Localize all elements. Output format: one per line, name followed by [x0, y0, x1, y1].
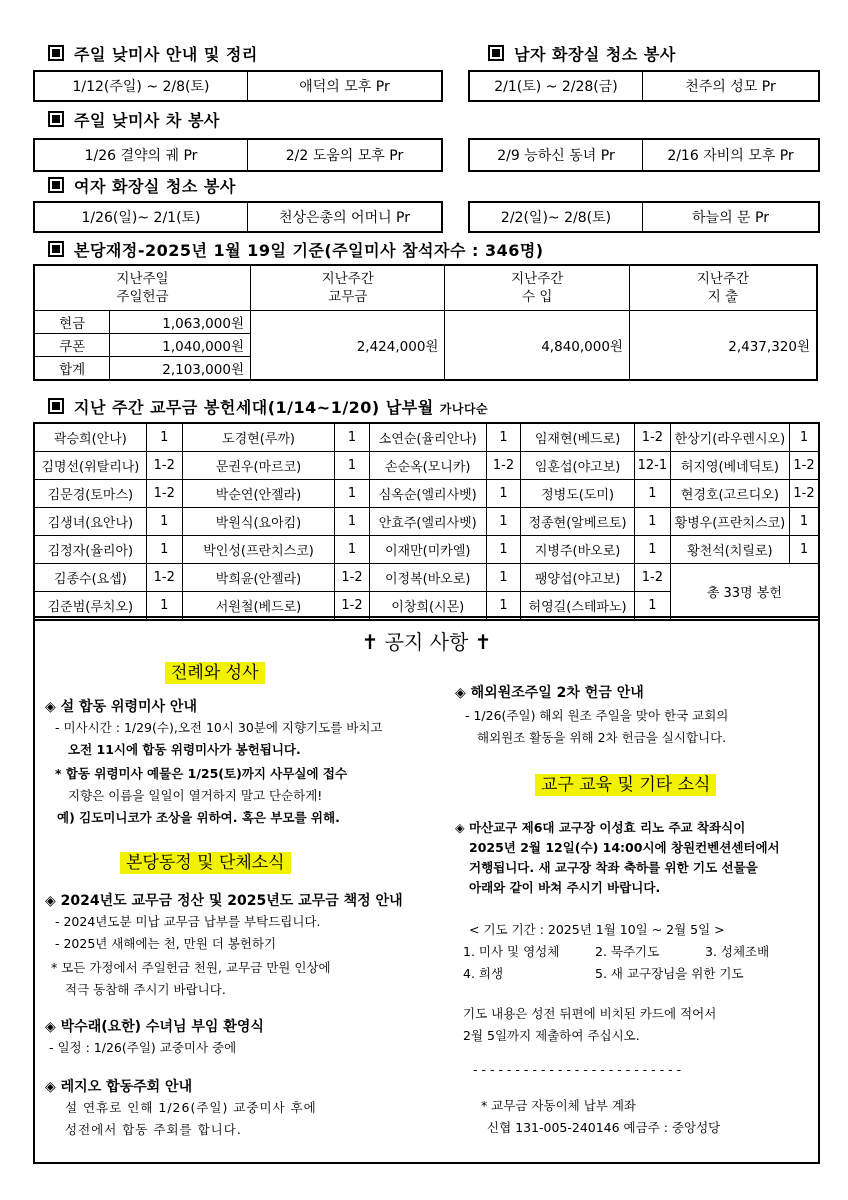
noon-mass-group: 애덕의 모후 Pr [247, 72, 441, 100]
section-title-gifts: 지난 주간 교무금 봉헌세대(1/14~1/20) 납부월 가나다순 [48, 395, 488, 418]
donor-name: 한상기(라우렌시오) [670, 423, 789, 452]
women-restroom-period: 2/2(일)~ 2/8(토) [500, 210, 612, 226]
donor-months: 1 [335, 423, 369, 452]
donor-name: 이정복(바오로) [369, 564, 486, 592]
donor-name: 김문경(토마스) [34, 480, 146, 508]
donor-name: 팽양섭(야고보) [521, 564, 635, 592]
donor-months: 1 [486, 592, 520, 621]
donor-name: 김준범(루치오) [34, 592, 146, 621]
donor-months: 1 [335, 480, 369, 508]
notice-item-title: ◈ 레지오 합동주회 안내 [45, 1079, 193, 1095]
donor-name: 소연순(율리안나) [369, 423, 486, 452]
donor-months: 1-2 [146, 564, 182, 592]
notice-category-diocese: 교구 교육 및 기타 소식 [535, 770, 716, 795]
donor-name: 허지영(베네딕토) [670, 452, 789, 480]
tea-service-item: 1/26 결약의 궤 Pr [84, 148, 198, 164]
donor-name: 정종현(알베르토) [521, 508, 635, 536]
notice-line: * 교무금 자동이체 납부 계좌 [481, 1098, 636, 1113]
donor-months: 1-2 [146, 452, 182, 480]
donor-name: 문권우(마르코) [182, 452, 335, 480]
notice-line: 2월 5일까지 제출하여 주십시오. [463, 1028, 640, 1043]
tea-service-box-1 [33, 138, 443, 172]
section-title-noon-mass: 주일 낮미사 안내 및 정리 [48, 42, 258, 65]
women-restroom-period: 1/26(일)~ 2/1(토) [81, 210, 201, 226]
prayer-item: 3. 성체조배 [705, 944, 770, 959]
donor-months: 1-2 [146, 480, 182, 508]
notice-title: ✝ 공지 사항 ✝ [361, 630, 492, 654]
tea-service-item: 2/2 도움의 모후 Pr [247, 140, 441, 170]
finance-row-value: 1,063,000원 [110, 311, 251, 334]
women-restroom-box-2 [468, 201, 820, 233]
notice-line: 성전에서 합동 주회를 합니다. [65, 1122, 242, 1137]
section-title-women-restroom: 여자 화장실 청소 봉사 [48, 174, 236, 197]
donor-months: 1-2 [635, 564, 671, 592]
donor-months: 1 [790, 536, 820, 564]
table-row [34, 423, 819, 452]
table-row [34, 452, 819, 480]
donor-name: 임재현(베드로) [521, 423, 635, 452]
notice-line: - 미사시간 : 1/29(수),오전 10시 30분에 지향기도를 바치고 [55, 720, 383, 735]
donor-name: 김종수(요셉) [34, 564, 146, 592]
notice-line: - 2025년 새해에는 천, 만원 더 봉헌하기 [55, 936, 277, 951]
tea-service-item: 2/9 능하신 동녀 Pr [497, 148, 615, 164]
donor-months: 1 [146, 423, 182, 452]
noon-mass-box [33, 70, 443, 102]
notice-line: < 기도 기간 : 2025년 1월 10일 ~ 2월 5일 > [469, 922, 725, 937]
finance-row-label: 현금 [34, 311, 110, 334]
donor-name: 황병우(프란치스코) [670, 508, 789, 536]
donor-name: 임훈섭(야고보) [521, 452, 635, 480]
donor-name: 이재만(미카엘) [369, 536, 486, 564]
prayer-item: 1. 미사 및 영성체 [463, 944, 560, 959]
donor-name: 허영길(스테파노) [521, 592, 635, 621]
donor-months: 1 [486, 480, 520, 508]
donor-months: 1-2 [335, 592, 369, 621]
finance-row-value: 2,103,000원 [110, 357, 251, 381]
notice-line: * 모든 가정에서 주일헌금 천원, 교무금 만원 인상에 [51, 960, 331, 975]
donor-months: 1 [146, 536, 182, 564]
notice-item-title: ◈ 해외원조주일 2차 헌금 안내 [455, 685, 644, 701]
donor-name: 지병주(바오로) [521, 536, 635, 564]
donor-name: 정병도(도미) [521, 480, 635, 508]
tea-service-box-2 [468, 138, 820, 172]
donor-name: 박인성(프란치스코) [182, 536, 335, 564]
finance-row-label: 합계 [34, 357, 110, 381]
donor-name: 박희윤(안젤라) [182, 564, 335, 592]
donor-months: 12-1 [635, 452, 671, 480]
notice-box [33, 616, 820, 1164]
notice-line: 거행됩니다. 새 교구장 착좌 축하를 위한 기도 선물을 [469, 860, 758, 875]
table-row [34, 564, 819, 592]
donor-name: 현경호(고르디오) [670, 480, 789, 508]
donor-months: 1 [335, 452, 369, 480]
women-restroom-group: 천상은총의 어머니 Pr [247, 203, 441, 231]
section-title-men-restroom: 남자 화장실 청소 봉사 [488, 42, 676, 65]
account-info: 신협 131-005-240146 예금주 : 중앙성당 [487, 1120, 721, 1135]
donor-months: 1 [635, 508, 671, 536]
donor-name: 서원철(베드로) [182, 592, 335, 621]
notice-line: ◈ 마산교구 제6대 교구장 이성효 리노 주교 착좌식이 [455, 820, 746, 835]
finance-header-income: 지난주간 수 입 [445, 265, 630, 311]
notice-item-title: ◈ 2024년도 교무금 정산 및 2025년도 교무금 책정 안내 [45, 893, 403, 909]
finance-table [33, 264, 818, 381]
women-restroom-group: 하늘의 문 Pr [642, 203, 818, 231]
gifts-table [33, 422, 820, 621]
finance-row-value: 1,040,000원 [110, 334, 251, 357]
donor-name: 박원식(요아킴) [182, 508, 335, 536]
men-restroom-group: 천주의 성모 Pr [642, 72, 818, 100]
donor-name: 도경현(루까) [182, 423, 335, 452]
donor-name: 김정자(율리아) [34, 536, 146, 564]
men-restroom-period: 2/1(토) ~ 2/28(금) [494, 79, 618, 95]
men-restroom-box [468, 70, 820, 102]
notice-line: 예) 김도미니코가 조상을 위하여. 혹은 부모를 위해. [57, 810, 340, 825]
donor-name: 김생녀(요안나) [34, 508, 146, 536]
donor-months: 1 [146, 508, 182, 536]
finance-income-value: 4,840,000원 [445, 311, 630, 381]
donor-name: 안효주(엘리사벳) [369, 508, 486, 536]
notice-line: - 1/26(주일) 해외 원조 주일을 맞아 한국 교회의 [465, 708, 729, 723]
table-row [34, 480, 819, 508]
donor-name: 손순옥(모니카) [369, 452, 486, 480]
notice-line: 기도 내용은 성전 뒤편에 비치된 카드에 적어서 [463, 1006, 717, 1021]
noon-mass-period: 1/12(주일) ~ 2/8(토) [72, 79, 210, 95]
donor-months: 1 [635, 480, 671, 508]
donor-name: 심옥순(엘리사벳) [369, 480, 486, 508]
notice-line: 적극 동참해 주시기 바랍니다. [65, 982, 226, 997]
donor-name: 박순연(안젤라) [182, 480, 335, 508]
finance-header-offering: 지난주일 주일헌금 [34, 265, 250, 311]
gifts-total: 총 33명 봉헌 [670, 564, 819, 621]
donor-name: 황천석(치릴로) [670, 536, 789, 564]
tea-service-item: 2/16 자비의 모후 Pr [642, 140, 818, 170]
women-restroom-box-1 [33, 201, 443, 233]
notice-category-liturgy: 전례와 성사 [165, 658, 265, 683]
donor-months: 1 [486, 564, 520, 592]
finance-header-dues: 지난주간 교무금 [250, 265, 444, 311]
section-title-tea-service: 주일 낮미사 차 봉사 [48, 108, 220, 131]
notice-line: 아래와 같이 바쳐 주시기 바랍니다. [469, 880, 661, 895]
divider: - - - - - - - - - - - - - - - - - - - - - - - - - [473, 1062, 682, 1077]
donor-months: 1-2 [790, 480, 820, 508]
notice-category-parish: 본당동정 및 단체소식 [120, 848, 291, 873]
donor-months: 1 [146, 592, 182, 621]
donor-months: 1 [790, 508, 820, 536]
donor-name: 이창희(시몬) [369, 592, 486, 621]
notice-line: - 일정 : 1/26(주일) 교중미사 중에 [49, 1040, 237, 1055]
notice-line: 오전 11시에 합동 위령미사가 봉헌됩니다. [68, 742, 301, 757]
prayer-item: 4. 희생 [463, 966, 504, 981]
table-row [34, 536, 819, 564]
prayer-item: 5. 새 교구장님을 위한 기도 [595, 966, 744, 981]
donor-months: 1 [635, 536, 671, 564]
donor-months: 1 [790, 423, 820, 452]
notice-line: 설 연휴로 인해 1/26(주일) 교중미사 후에 [65, 1100, 317, 1115]
donor-months: 1-2 [635, 423, 671, 452]
donor-months: 1-2 [790, 452, 820, 480]
notice-item-title: ◈ 설 합동 위령미사 안내 [45, 699, 197, 715]
donor-months: 1 [486, 508, 520, 536]
notice-line: 지향은 이름을 일일이 열거하지 말고 단순하게! [68, 788, 323, 803]
donor-months: 1 [486, 536, 520, 564]
finance-row-label: 쿠폰 [34, 334, 110, 357]
section-title-finance: 본당재정-2025년 1월 19일 기준(주일미사 참석자수 : 346명) [48, 238, 544, 261]
donor-months: 1-2 [335, 564, 369, 592]
donor-months: 1 [335, 536, 369, 564]
donor-months: 1 [635, 592, 671, 621]
donor-name: 곽승희(안나) [34, 423, 146, 452]
notice-line: - 2024년도분 미납 교무금 납부를 부탁드립니다. [55, 914, 321, 929]
notice-item-title: ◈ 박수래(요한) 수녀님 부임 환영식 [45, 1019, 264, 1035]
donor-months: 1 [335, 508, 369, 536]
prayer-item: 2. 묵주기도 [595, 944, 660, 959]
donor-months: 1-2 [486, 452, 520, 480]
notice-line: 해외원조 활동을 위해 2차 헌금을 실시합니다. [477, 730, 727, 745]
finance-expense-value: 2,437,320원 [629, 311, 817, 381]
notice-line: * 합동 위령미사 예물은 1/25(토)까지 사무실에 접수 [55, 766, 348, 781]
donor-name: 김명선(위탈리나) [34, 452, 146, 480]
finance-header-expense: 지난주간 지 출 [629, 265, 817, 311]
donor-months: 1 [486, 423, 520, 452]
finance-dues-value: 2,424,000원 [250, 311, 444, 381]
notice-line: 2025년 2월 12일(수) 14:00시에 창원컨벤션센터에서 [469, 840, 780, 855]
table-row [34, 508, 819, 536]
